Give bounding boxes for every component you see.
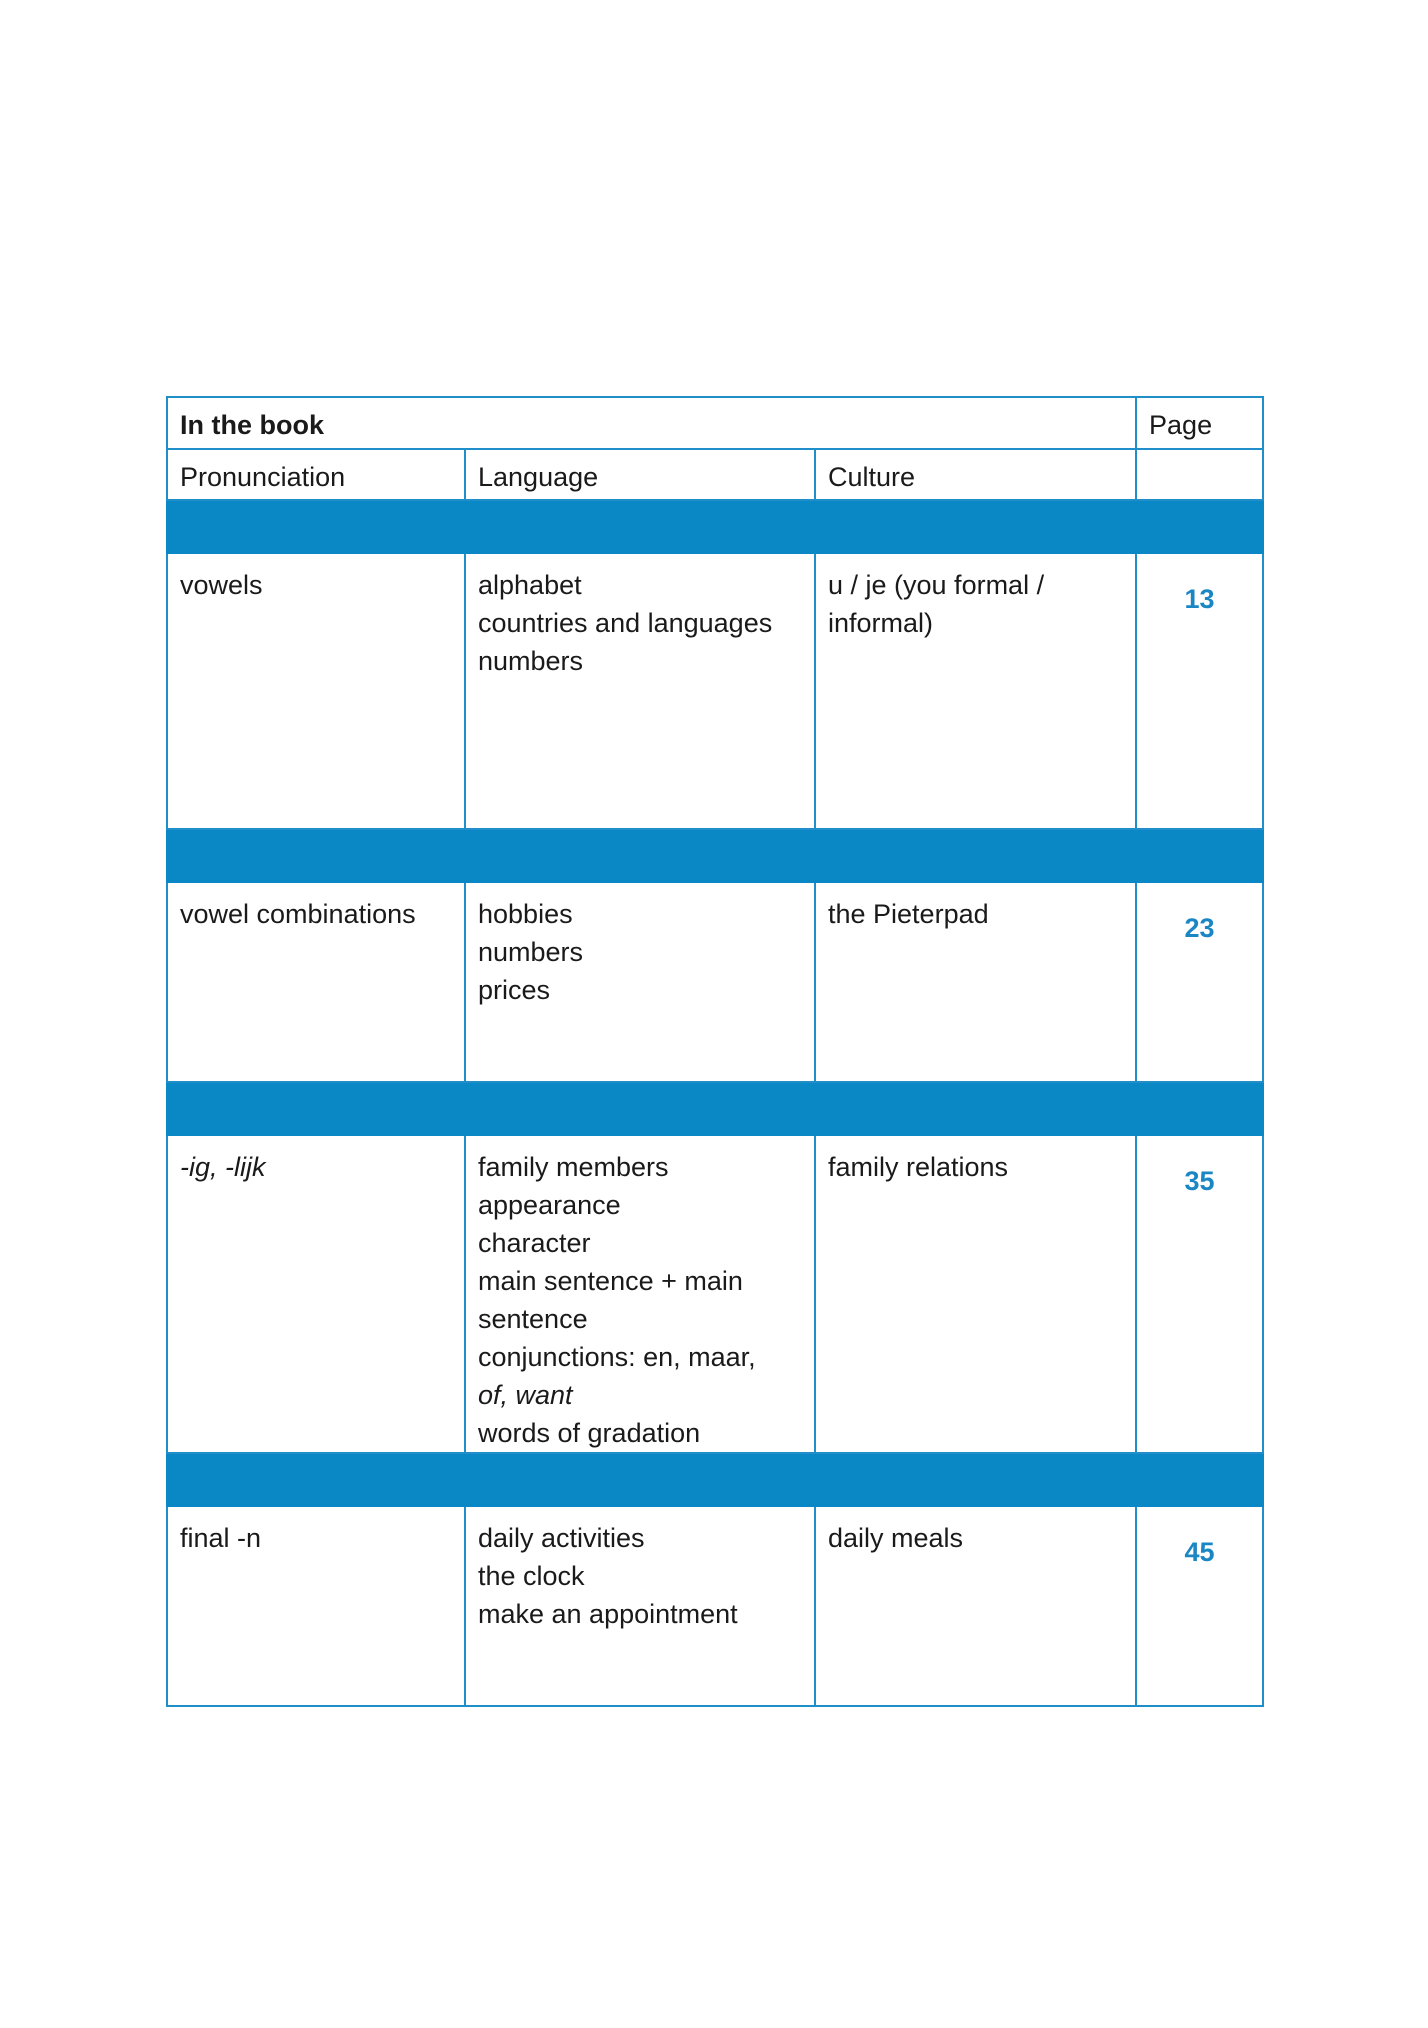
language-cell (465, 553, 815, 829)
culture-cell (815, 882, 1136, 1082)
page-cell (1136, 882, 1263, 1082)
culture-item: informal) (828, 608, 934, 638)
section-band (167, 1453, 1263, 1506)
culture-item: family relations (828, 1152, 1009, 1182)
section-band-cell (167, 1082, 1263, 1135)
language-item: countries and languages (478, 608, 773, 638)
language-item: make an appointment (478, 1599, 738, 1629)
table-row (167, 1135, 1263, 1453)
section-band (167, 500, 1263, 553)
language-item: main sentence + main (478, 1266, 743, 1296)
contents-table (166, 396, 1264, 1707)
page-number: 45 (1184, 1537, 1215, 1567)
column-header-row (167, 449, 1263, 500)
page-number: 23 (1184, 913, 1215, 943)
section-band-cell (167, 829, 1263, 882)
page-header-blank (1136, 449, 1263, 500)
culture-header: Culture (815, 449, 1136, 500)
pronunciation-text: vowels (180, 570, 263, 600)
culture-cell (815, 1506, 1136, 1706)
culture-cell (815, 553, 1136, 829)
page-cell (1136, 1506, 1263, 1706)
culture-item: u / je (you formal / (828, 570, 1045, 600)
page-number: 35 (1184, 1166, 1215, 1196)
page-column-header: Page (1136, 397, 1263, 449)
culture-item: the Pieterpad (828, 899, 989, 929)
language-item: of, want (478, 1380, 573, 1410)
pronunciation-cell (167, 1506, 465, 1706)
language-item: sentence (478, 1304, 588, 1334)
page-cell (1136, 1135, 1263, 1453)
language-item: the clock (478, 1561, 585, 1591)
culture-cell (815, 1135, 1136, 1453)
pronunciation-cell (167, 553, 465, 829)
language-item: prices (478, 975, 551, 1005)
pronunciation-text: vowel combinations (180, 899, 416, 929)
pronunciation-text: final -n (180, 1523, 262, 1553)
pronunciation-cell (167, 1135, 465, 1453)
section-band (167, 829, 1263, 882)
table-title: In the book (167, 397, 1136, 449)
pronunciation-header: Pronunciation (167, 449, 465, 500)
language-item: numbers (478, 646, 584, 676)
page-cell (1136, 553, 1263, 829)
language-item: alphabet (478, 570, 582, 600)
pronunciation-cell (167, 882, 465, 1082)
culture-item: daily meals (828, 1523, 964, 1553)
section-band-cell (167, 500, 1263, 553)
page-number: 13 (1184, 584, 1215, 614)
language-cell (465, 1506, 815, 1706)
language-item: numbers (478, 937, 584, 967)
language-cell (465, 882, 815, 1082)
table-row (167, 1506, 1263, 1706)
language-item: conjunctions: en, maar, (478, 1342, 756, 1372)
pronunciation-text: -ig, -lijk (180, 1152, 266, 1182)
language-item: hobbies (478, 899, 573, 929)
language-item: words of gradation (478, 1418, 701, 1448)
table-title-row (167, 397, 1263, 449)
language-item: family members (478, 1152, 669, 1182)
language-item: appearance (478, 1190, 621, 1220)
section-band (167, 1082, 1263, 1135)
language-item: character (478, 1228, 591, 1258)
language-item: daily activities (478, 1523, 645, 1553)
section-band-cell (167, 1453, 1263, 1506)
table-row (167, 882, 1263, 1082)
language-cell (465, 1135, 815, 1453)
table-row (167, 553, 1263, 829)
language-header: Language (465, 449, 815, 500)
